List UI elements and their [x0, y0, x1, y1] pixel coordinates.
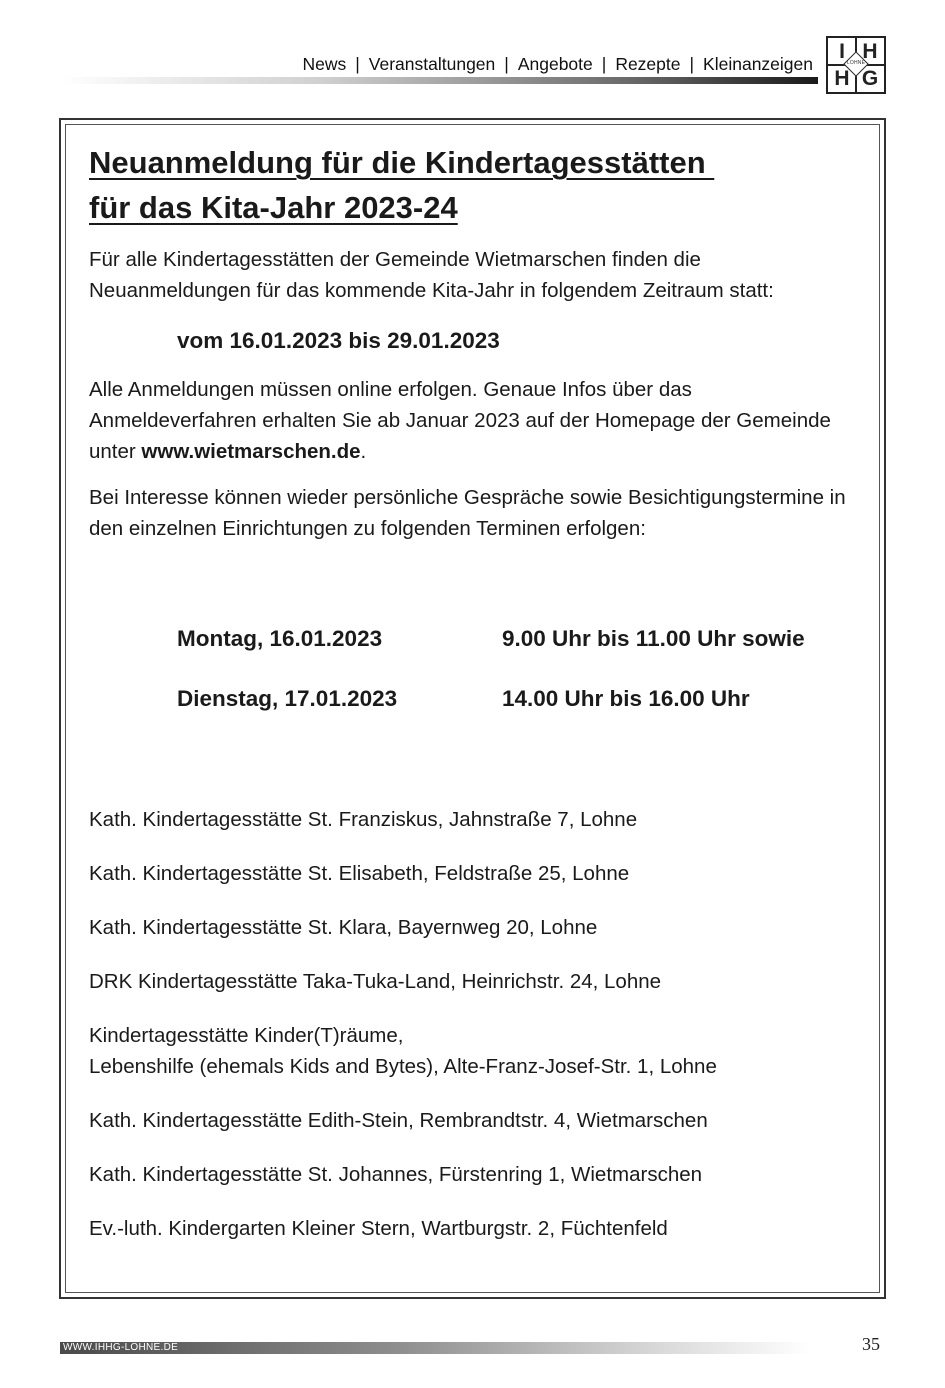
registration-date-range: vom 16.01.2023 bis 29.01.2023 [177, 328, 500, 353]
facility-item-line2: Lebenshilfe (ehemals Kids and Bytes), Alte-Franz-Josef-Str. 1, Lohne [89, 1055, 717, 1078]
appointment-schedule [89, 624, 859, 744]
schedule-row [177, 684, 859, 744]
online-registration-paragraph [89, 374, 859, 467]
logo-letter-i: I [839, 39, 845, 63]
facility-item-line1: Kindertagesstätte Kinder(T)räume, [89, 1024, 404, 1047]
nav-separator: | [689, 53, 695, 74]
schedule-row [177, 624, 859, 684]
nav-separator: | [355, 53, 360, 74]
nav-separator: | [601, 53, 607, 74]
facility-item [89, 1020, 859, 1082]
nav-item-news[interactable]: News [302, 53, 347, 74]
logo-center-text: LOHNE [846, 60, 866, 66]
online-registration-end: . [360, 440, 367, 463]
facility-item: Kath. Kindertagesstätte St. Franziskus, Jahnstraße 7, Lohne [89, 808, 638, 831]
facility-item: Kath. Kindertagesstätte St. Elisabeth, Feldstraße 25, Lohne [89, 862, 630, 885]
article-title-line2: für das Kita-Jahr 2023-24 [89, 190, 458, 225]
schedule-time: 14.00 Uhr bis 16.00 Uhr [502, 686, 750, 711]
footer-website-url[interactable]: WWW.IHHG-LOHNE.DE [63, 1342, 179, 1353]
online-registration-text: Alle Anmeldungen müssen online erfolgen. Genaue Infos über das Anmeldeverfahren erhalten Sie ab Januar 2023 auf der Homepage der Gemeinde unter [89, 378, 831, 463]
page-number: 35 [862, 1334, 880, 1354]
municipality-website-link[interactable]: www.wietmarschen.de [141, 440, 361, 463]
nav-item-veranstaltungen[interactable]: Veranstaltungen [368, 53, 496, 74]
logo-letter-h1: H [862, 39, 878, 63]
schedule-time: 9.00 Uhr bis 11.00 Uhr sowie [502, 626, 805, 651]
facility-item: DRK Kindertagesstätte Taka-Tuka-Land, Heinrichstr. 24, Lohne [89, 970, 662, 993]
nav-item-kleinanzeigen[interactable]: Kleinanzeigen [703, 53, 813, 74]
ihhg-logo [826, 36, 886, 94]
facility-list [89, 804, 859, 1244]
facility-item: Kath. Kindertagesstätte Edith-Stein, Rembrandtstr. 4, Wietmarschen [89, 1109, 708, 1132]
appointments-paragraph: Bei Interesse können wieder persönliche Gespräche sowie Besichtigungstermine in den einzelnen Einrichtungen zu folgenden Terminen erfolgen: [89, 486, 846, 540]
article-content [89, 140, 859, 1267]
logo-letter-g: G [861, 66, 879, 90]
nav-item-rezepte[interactable]: Rezepte [615, 53, 681, 74]
nav-separator: | [504, 53, 509, 74]
header-gradient-bar [60, 77, 818, 84]
article-title-line1: Neuanmeldung für die Kindertagesstätten [89, 145, 715, 180]
logo-letter-h2: H [834, 66, 850, 90]
header-nav [302, 50, 813, 78]
schedule-day: Dienstag, 17.01.2023 [177, 686, 398, 711]
article-title [89, 140, 859, 230]
facility-item: Kath. Kindertagesstätte St. Johannes, Fürstenring 1, Wietmarschen [89, 1163, 703, 1186]
nav-item-angebote[interactable]: Angebote [517, 53, 593, 74]
schedule-day: Montag, 16.01.2023 [177, 626, 383, 651]
facility-item: Kath. Kindertagesstätte St. Klara, Bayernweg 20, Lohne [89, 916, 598, 939]
facility-item: Ev.-luth. Kindergarten Kleiner Stern, Wartburgstr. 2, Füchtenfeld [89, 1217, 668, 1240]
intro-paragraph: Für alle Kindertagesstätten der Gemeinde Wietmarschen finden die Neuanmeldungen für das kommende Kita-Jahr in folgendem Zeitraum statt: [89, 248, 774, 302]
